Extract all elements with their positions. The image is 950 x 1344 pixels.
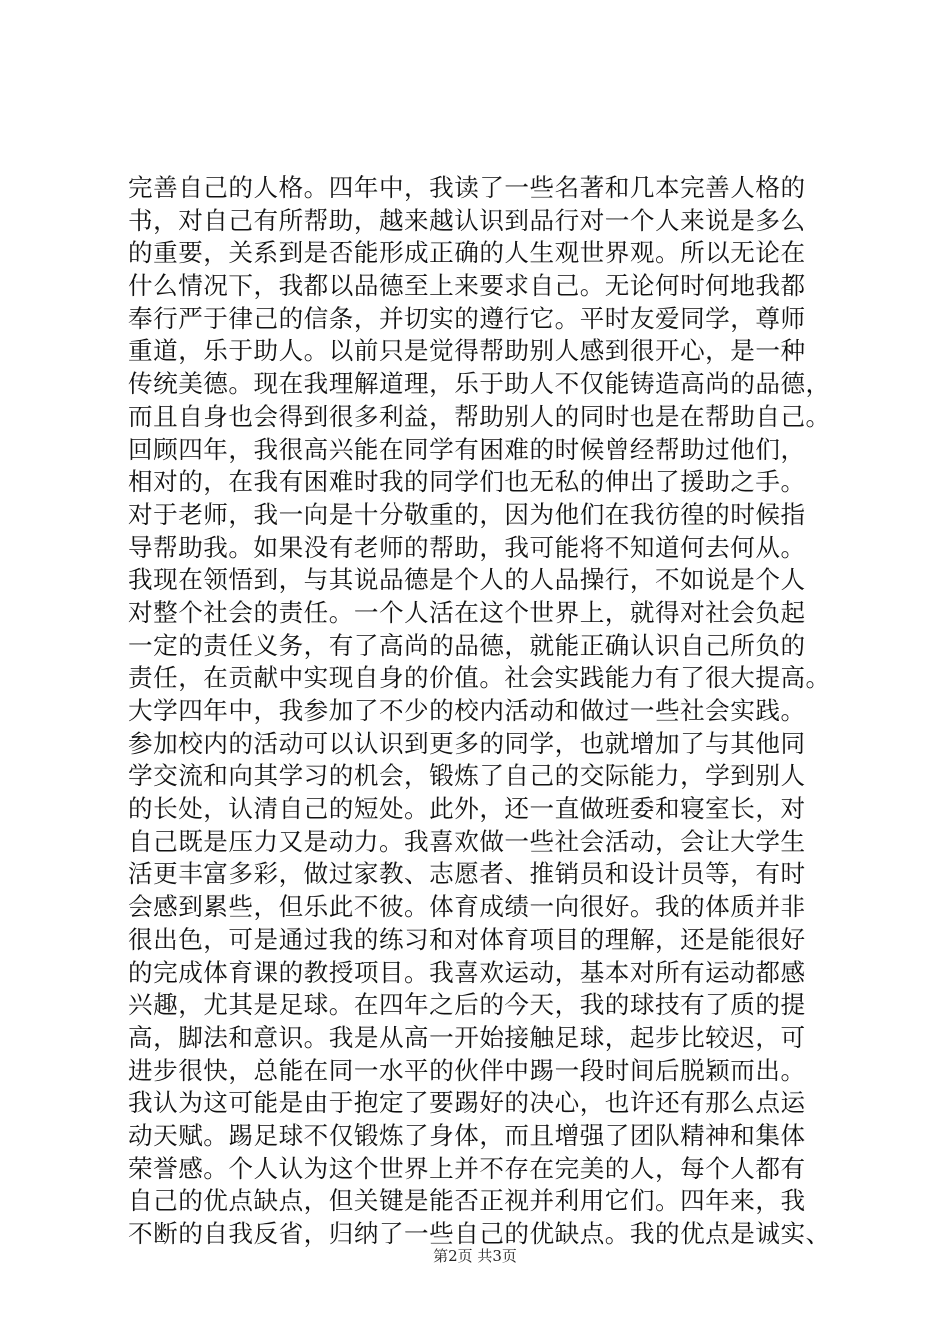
text-line: 相对的，在我有困难时我的同学们也无私的伸出了援助之手。 — [128, 467, 806, 497]
text-line: 对整个社会的责任。一个人活在这个世界上，就得对社会负起 — [128, 597, 806, 627]
text-line: 活更丰富多彩，做过家教、志愿者、推销员和设计员等，有时 — [128, 859, 806, 889]
text-line: 完善自己的人格。四年中，我读了一些名著和几本完善人格的 — [128, 173, 806, 202]
page-number-footer: 第2页 共3页 — [433, 1247, 517, 1265]
text-line: 学交流和向其学习的机会，锻炼了自己的交际能力，学到别人 — [128, 761, 806, 791]
text-line: 我认为这可能是由于抱定了要踢好的决心，也许还有那么点运 — [128, 1088, 806, 1118]
text-line: 一定的责任义务，有了高尚的品德，就能正确认识自己所负的 — [128, 630, 806, 660]
text-line: 书，对自己有所帮助，越来越认识到品行对一个人来说是多么 — [128, 205, 806, 235]
text-line: 回顾四年，我很高兴能在同学有困难的时候曾经帮助过他们， — [128, 434, 806, 464]
text-line: 荣誉感。个人认为这个世界上并不存在完美的人，每个人都有 — [128, 1153, 806, 1183]
text-line: 进步很快，总能在同一水平的伙伴中踢一段时间后脱颖而出。 — [128, 1055, 806, 1085]
text-line: 不断的自我反省，归纳了一些自己的优缺点。我的优点是诚实、 — [128, 1219, 831, 1248]
body-text — [128, 172, 858, 1251]
text-line: 兴趣，尤其是足球。在四年之后的今天，我的球技有了质的提 — [128, 990, 806, 1020]
text-line: 很出色，可是通过我的练习和对体育项目的理解，还是能很好 — [128, 924, 806, 954]
text-line: 责任，在贡献中实现自身的价值。社会实践能力有了很大提高。 — [128, 663, 831, 693]
text-line: 自己既是压力又是动力。我喜欢做一些社会活动，会让大学生 — [128, 826, 806, 856]
text-line: 参加校内的活动可以认识到更多的同学，也就增加了与其他同 — [128, 728, 806, 758]
text-line: 会感到累些，但乐此不彼。体育成绩一向很好。我的体质并非 — [128, 892, 806, 922]
text-line: 动天赋。踢足球不仅锻炼了身体，而且增强了团队精神和集体 — [128, 1120, 806, 1150]
text-line: 奉行严于律己的信条，并切实的遵行它。平时友爱同学，尊师 — [128, 303, 806, 333]
text-line: 重道，乐于助人。以前只是觉得帮助别人感到很开心，是一种 — [128, 336, 806, 366]
text-line: 的重要，关系到是否能形成正确的人生观世界观。所以无论在 — [128, 238, 806, 268]
text-line: 大学四年中，我参加了不少的校内活动和做过一些社会实践。 — [128, 696, 806, 725]
text-line: 我现在领悟到，与其说品德是个人的人品操行，不如说是个人 — [128, 565, 806, 595]
text-line: 高，脚法和意识。我是从高一开始接触足球，起步比较迟，可 — [128, 1022, 806, 1052]
text-line: 而且自身也会得到很多利益，帮助别人的同时也是在帮助自己。 — [128, 401, 831, 431]
text-line: 传统美德。现在我理解道理，乐于助人不仅能铸造高尚的品德， — [128, 369, 831, 399]
text-line: 什么情况下，我都以品德至上来要求自己。无论何时何地我都 — [128, 271, 806, 301]
text-line: 对于老师，我一向是十分敬重的，因为他们在我彷徨的时候指 — [128, 499, 806, 529]
text-line: 的长处，认清自己的短处。此外，还一直做班委和寝室长，对 — [128, 794, 806, 824]
text-line: 自己的优点缺点，但关键是能否正视并利用它们。四年来，我 — [128, 1186, 806, 1216]
text-line: 的完成体育课的教授项目。我喜欢运动，基本对所有运动都感 — [128, 957, 806, 987]
text-line: 导帮助我。如果没有老师的帮助，我可能将不知道何去何从。 — [128, 532, 806, 562]
